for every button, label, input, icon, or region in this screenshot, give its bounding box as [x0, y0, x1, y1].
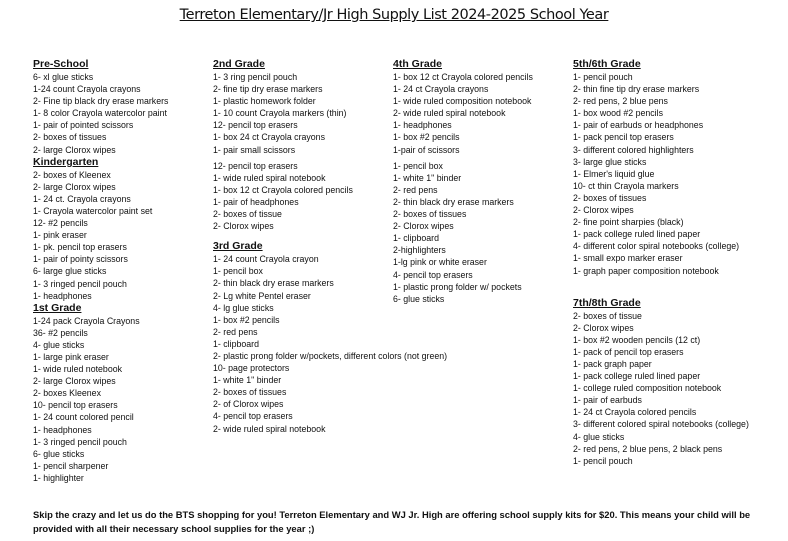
- list-item: 2- boxes of tissues: [573, 192, 647, 203]
- supply-list: [33, 71, 168, 156]
- list-item: 1- large pink eraser: [33, 351, 109, 362]
- list-item: 1- pencil pouch: [573, 72, 633, 82]
- list-item: 2- Clorox wipes: [573, 205, 634, 216]
- list-item: 1- box #2 wooden pencils (12 ct): [573, 334, 701, 345]
- list-item: 1- graph paper composition notebook: [573, 265, 719, 276]
- list-item: 2- red pens: [213, 326, 258, 337]
- list-item: 2- boxes of tissues: [213, 387, 287, 398]
- list-item: 10- pencil top erasers: [33, 400, 118, 411]
- list-item: 1- headphones: [33, 290, 92, 301]
- list-item: 2- thin black dry erase markers: [393, 196, 514, 207]
- section-heading: 2nd Grade: [213, 58, 265, 70]
- list-item: 1- 3 ring pencil pouch: [213, 72, 298, 82]
- list-item: 4- pencil top erasers: [393, 269, 473, 280]
- list-item: 2- boxes of tissue: [573, 310, 642, 321]
- list-item: 1- plastic prong folder w/ pockets: [393, 281, 522, 292]
- list-item: 2- wide ruled spiral notebook: [213, 423, 326, 434]
- list-item: 2- red pens: [393, 184, 438, 195]
- list-item: 2- Clorox wipes: [213, 221, 274, 232]
- list-item: 2- wide ruled spiral notebook: [393, 108, 506, 119]
- list-item: 2- plastic prong folder w/pockets, different colors (not green): [213, 350, 448, 361]
- list-item: 1- Elmer's liquid glue: [573, 168, 655, 179]
- list-item: 1- 8 color Crayola watercolor paint: [33, 108, 167, 119]
- list-item: 2- boxes of tissues: [33, 132, 107, 143]
- list-item: 2- boxes of tissue: [213, 209, 282, 220]
- list-item: 6- xl glue sticks: [33, 72, 94, 82]
- list-item: 1- 24 count Crayola crayon: [213, 254, 319, 265]
- list-item: 1- 24 ct Crayola colored pencils: [573, 407, 697, 418]
- list-item: 1- headphones: [393, 120, 452, 131]
- list-item: 1-24 count Crayola crayons: [33, 84, 141, 95]
- list-item: 1- pencil box: [393, 160, 443, 171]
- list-item: 1- pack college ruled lined paper: [573, 371, 701, 382]
- list-item: 1- pk. pencil top erasers: [33, 242, 127, 253]
- section-heading: 4th Grade: [393, 58, 443, 70]
- list-item: 1- 24 ct. Crayola crayons: [33, 193, 131, 204]
- list-item: 2- fine point sharpies (black): [573, 217, 684, 228]
- section-heading: Kindergarten: [33, 155, 99, 168]
- list-item: 2- thin fine tip dry erase markers: [573, 84, 700, 95]
- list-item: 1- pencil pouch: [573, 455, 633, 466]
- list-item: 2- large Clorox wipes: [33, 181, 116, 192]
- list-item: 1- wide ruled notebook: [33, 364, 123, 375]
- list-item: 1- Crayola watercolor paint set: [33, 205, 153, 216]
- supply-list: [33, 169, 168, 302]
- list-item: 2- Fine tip black dry erase markers: [33, 96, 169, 107]
- list-item: 2- Lg white Pentel eraser: [213, 290, 311, 301]
- list-item: 1- highlighter: [33, 472, 84, 483]
- list-item: 1- pair of earbuds: [573, 395, 642, 406]
- list-item: 1- pack of pencil top erasers: [573, 346, 684, 357]
- list-item: 1-lg pink or white eraser: [393, 257, 487, 268]
- list-item: 1-pair of scissors: [393, 144, 460, 155]
- list-item: 4- lg glue sticks: [213, 302, 274, 313]
- list-item: 10- page protectors: [213, 363, 290, 374]
- list-item: 36- #2 pencils: [33, 327, 88, 338]
- list-item: 1- college ruled composition notebook: [573, 383, 722, 394]
- list-item: 1- 3 ringed pencil pouch: [33, 436, 127, 447]
- list-item: 4- glue sticks: [573, 431, 625, 442]
- list-item: 1- 3 ringed pencil pouch: [33, 278, 127, 289]
- list-item: 2- large Clorox wipes: [33, 144, 116, 155]
- list-item: 2- Clorox wipes: [393, 221, 454, 232]
- supply-list: [393, 71, 533, 305]
- column-5th-8th: [573, 58, 749, 467]
- list-item: 1- wide ruled spiral notebook: [213, 172, 326, 183]
- list-item: 1- 10 count Crayola markers (thin): [213, 108, 347, 119]
- list-item: 1- clipboard: [393, 233, 439, 244]
- list-item: 1- pair small scissors: [213, 144, 296, 155]
- footer-note: Skip the crazy and let us do the BTS shopping for you! Terreton Elementary and WJ Jr. High are offering school supply kits for $20. This means your child will be provided with all their necessary school supplies for the year ;): [33, 509, 751, 534]
- list-item: 1- small expo marker eraser: [573, 253, 683, 264]
- list-item: 2- Clorox wipes: [573, 322, 634, 333]
- list-item: 1- pack college ruled lined paper: [573, 229, 701, 240]
- list-item: 4- glue sticks: [33, 339, 85, 350]
- list-item: 2- thin black dry erase markers: [213, 278, 334, 289]
- section-heading: 7th/8th Grade: [573, 296, 641, 309]
- list-item: 1- clipboard: [213, 338, 259, 349]
- list-item: 1- pink eraser: [33, 230, 87, 241]
- list-item: 12- #2 pencils: [33, 218, 88, 229]
- list-item: 1- headphones: [33, 424, 92, 435]
- list-item: 1-24 pack Crayola Crayons: [33, 315, 140, 326]
- list-item: 1- pencil sharpener: [33, 460, 109, 471]
- list-item: 1- box #2 pencils: [393, 132, 460, 143]
- list-item: 2- of Clorox wipes: [213, 399, 284, 410]
- list-item: 2- large Clorox wipes: [33, 376, 116, 387]
- section-heading: 3rd Grade: [213, 240, 263, 253]
- list-item: 1- box 24 ct Crayola crayons: [213, 132, 325, 143]
- list-item: 1- pack pencil top erasers: [573, 132, 674, 143]
- list-item: 1- plastic homework folder: [213, 96, 316, 107]
- section-heading: 1st Grade: [33, 301, 82, 314]
- list-item: 1- box 12 ct Crayola colored pencils: [393, 72, 533, 82]
- list-item: 1- box wood #2 pencils: [573, 108, 663, 119]
- list-item: 2- red pens, 2 blue pens, 2 black pens: [573, 443, 723, 454]
- supply-list: [33, 315, 168, 484]
- list-item: 6- large glue sticks: [33, 266, 107, 277]
- list-item: 1- white 1" binder: [393, 172, 462, 183]
- list-item: 3- different colored highlighters: [573, 144, 694, 155]
- column-4th: [393, 58, 533, 305]
- list-item: 4- pencil top erasers: [213, 411, 293, 422]
- supply-list: [573, 310, 749, 467]
- section-heading: 5th/6th Grade: [573, 58, 641, 70]
- list-item: 12- pencil top erasers: [213, 160, 298, 171]
- list-item: 10- ct thin Crayola markers: [573, 180, 679, 191]
- list-item: 1- pair of pointed scissors: [33, 120, 134, 131]
- list-item: 6- glue sticks: [393, 293, 445, 304]
- list-item: 1- box 12 ct Crayola colored pencils: [213, 184, 353, 195]
- list-item: 1- pack graph paper: [573, 358, 652, 369]
- list-item: 2- boxes of tissues: [393, 209, 467, 220]
- column-preschool-k-1: [33, 58, 168, 484]
- list-item: 1- 24 ct Crayola crayons: [393, 84, 489, 95]
- supply-list: [573, 71, 749, 277]
- list-item: 1- pencil box: [213, 266, 263, 277]
- list-item: 2- fine tip dry erase markers: [213, 84, 323, 95]
- list-item: 1- pair of earbuds or headphones: [573, 120, 704, 131]
- list-item: 2-highlighters: [393, 245, 446, 256]
- list-item: 12- pencil top erasers: [213, 120, 298, 131]
- list-item: 1- pair of headphones: [213, 196, 299, 207]
- list-item: 1- pair of pointy scissors: [33, 254, 128, 265]
- list-item: 4- different color spiral notebooks (college): [573, 241, 740, 252]
- list-item: 3- large glue sticks: [573, 156, 647, 167]
- list-item: 2- boxes of Kleenex: [33, 169, 111, 180]
- list-item: 1- wide ruled composition notebook: [393, 96, 532, 107]
- list-item: 1- white 1" binder: [213, 375, 282, 386]
- list-item: 1- 24 count colored pencil: [33, 412, 134, 423]
- section-heading: Pre-School: [33, 58, 89, 70]
- page-title: Terreton Elementary/Jr High Supply List 2024-2025 School Year: [179, 7, 609, 23]
- list-item: 1- box #2 pencils: [213, 314, 280, 325]
- list-item: 2- boxes Kleenex: [33, 388, 101, 399]
- list-item: 6- glue sticks: [33, 448, 85, 459]
- list-item: 3- different colored spiral notebooks (college): [573, 419, 749, 430]
- list-item: 2- red pens, 2 blue pens: [573, 96, 668, 107]
